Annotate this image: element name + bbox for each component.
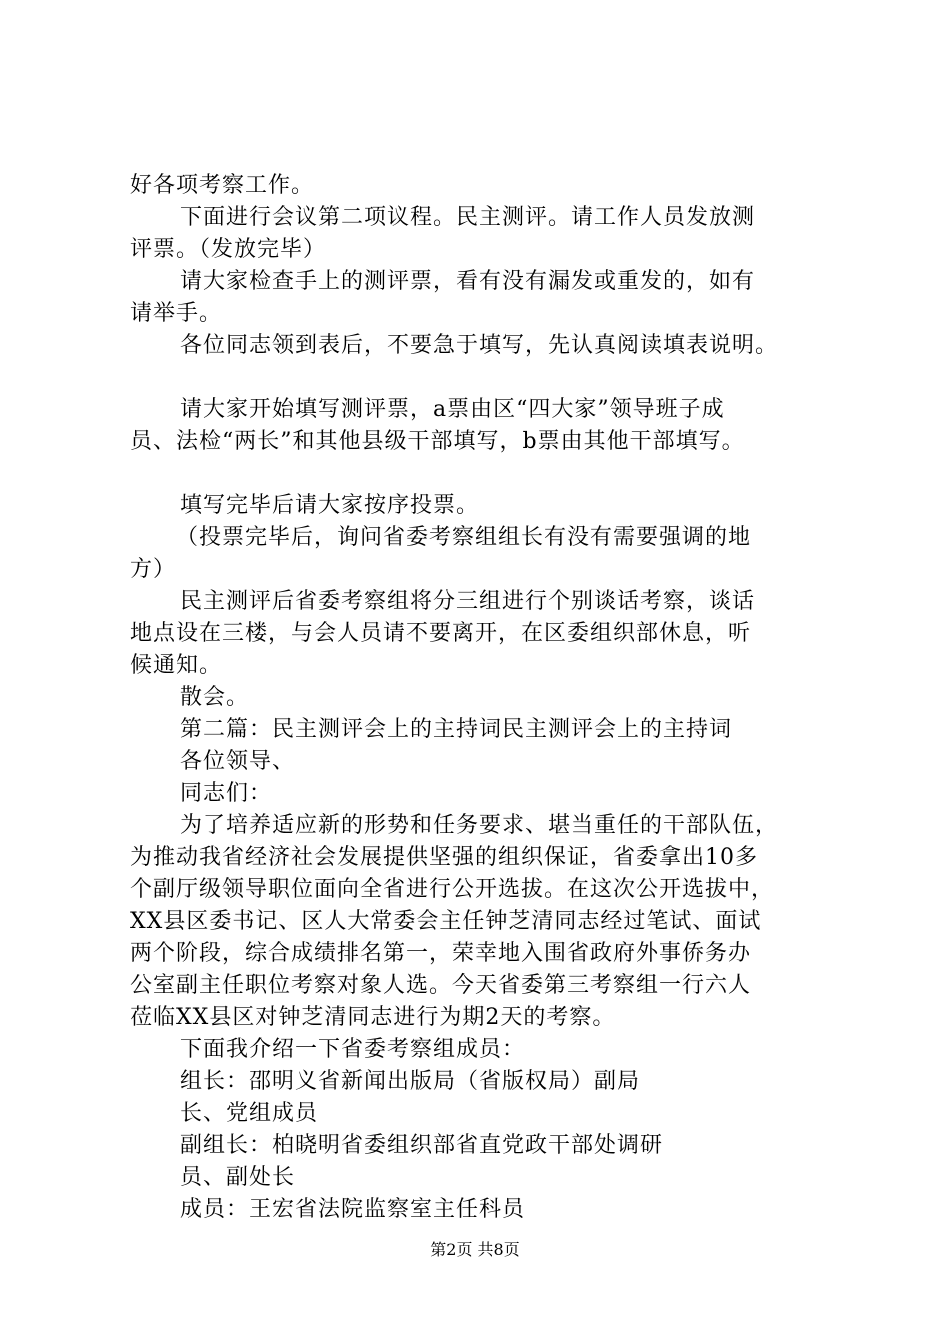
text-line: 为推动我省经济社会发展提供坚强的组织保证，省委拿出10多 (130, 845, 758, 870)
text-line: 好各项考察工作。 (130, 173, 315, 198)
body-text (130, 170, 850, 1226)
text-line: 同志们： (180, 781, 273, 806)
text-line: 员、副处长 (180, 1165, 296, 1190)
text-line: 员、法检“两长”和其他县级干部填写，b票由其他干部填写。 (130, 429, 745, 454)
text-line: 下面我介绍一下省委考察组成员： (180, 1037, 526, 1062)
text-line: 为了培养适应新的形势和任务要求、堪当重任的干部队伍， (180, 813, 779, 838)
text-line: 请举手。 (130, 301, 223, 326)
text-line: 请大家检查手上的测评票，看有没有漏发或重发的，如有 (180, 269, 756, 294)
text-line: 请大家开始填写测评票，a票由区“四大家”领导班子成 (180, 397, 725, 422)
text-line: 候通知。 (130, 653, 223, 678)
text-line: 民主测评后省委考察组将分三组进行个别谈话考察，谈话 (180, 589, 756, 614)
text-line: 各位同志领到表后，不要急于填写，先认真阅读填表说明。 (180, 333, 779, 358)
text-line: 方） (130, 557, 177, 582)
text-line: 各位领导、 (180, 749, 296, 774)
text-line: 下面进行会议第二项议程。民主测评。请工作人员发放测 (180, 205, 756, 230)
section-heading: 第二篇：民主测评会上的主持词民主测评会上的主持词 (180, 717, 733, 742)
blank-line (130, 362, 850, 394)
page-number-footer: 第2页 共8页 (430, 1240, 520, 1259)
text-line: 两个阶段，综合成绩排名第一，荣幸地入围省政府外事侨务办 (130, 941, 752, 966)
text-line: 个副厅级领导职位面向全省进行公开选拔。在这次公开选拔中， (130, 877, 775, 902)
text-line: 公室副主任职位考察对象人选。今天省委第三考察组一行六人 (130, 973, 752, 998)
text-line: 副组长：柏晓明省委组织部省直党政干部处调研 (180, 1133, 664, 1158)
blank-line (130, 458, 850, 490)
text-line: 填写完毕后请大家按序投票。 (180, 493, 480, 518)
text-line: 莅临XX县区对钟芝清同志进行为期2天的考察。 (130, 1005, 616, 1030)
text-line: 地点设在三楼，与会人员请不要离开，在区委组织部休息，听 (130, 621, 752, 646)
text-line: 散会。 (180, 685, 250, 710)
text-line: 成员：王宏省法院监察室主任科员 (180, 1197, 526, 1222)
text-line: 评票。（发放完毕） (130, 237, 327, 262)
text-line: XX县区委书记、区人大常委会主任钟芝清同志经过笔试、面试 (130, 909, 762, 934)
text-line: （投票完毕后，询问省委考察组组长有没有需要强调的地 (176, 525, 752, 550)
text-line: 长、党组成员 (180, 1101, 319, 1126)
text-line: 组长：邵明义省新闻出版局（省版权局）副局 (180, 1069, 641, 1094)
